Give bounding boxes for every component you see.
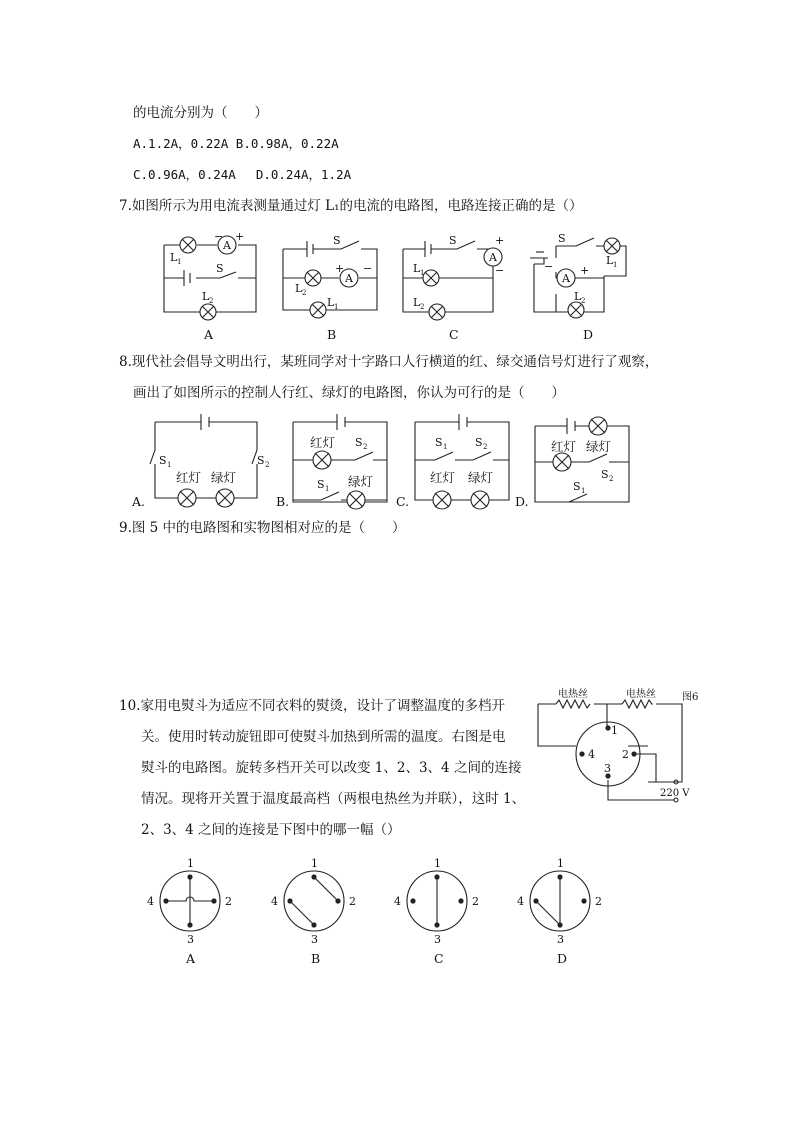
svg-text:1: 1 bbox=[311, 857, 318, 870]
q8-option-b: B. bbox=[276, 494, 290, 509]
svg-text:1: 1 bbox=[434, 857, 441, 870]
q10-option-c-diagram bbox=[392, 855, 482, 965]
q8-circuit-b bbox=[291, 412, 391, 507]
svg-text:2: 2 bbox=[581, 297, 586, 305]
svg-text:−: − bbox=[214, 230, 224, 243]
svg-text:L: L bbox=[202, 290, 210, 303]
svg-text:1: 1 bbox=[613, 261, 618, 269]
terminal-1: 1 bbox=[611, 724, 618, 737]
voltage-label: 220 V bbox=[660, 788, 690, 799]
q7-label-c: C bbox=[449, 327, 459, 342]
q8d-green-label: 绿灯 bbox=[586, 439, 612, 454]
svg-text:S: S bbox=[355, 436, 363, 449]
q10-option-d-diagram bbox=[515, 855, 605, 965]
svg-text:−: − bbox=[363, 262, 373, 275]
svg-text:S: S bbox=[216, 262, 224, 275]
q10-option-d: D bbox=[557, 951, 568, 966]
q7-circuit-c bbox=[401, 230, 511, 320]
q10-stem-line5: 2、3、4 之间的连接是下图中的哪一幅（） bbox=[141, 822, 401, 838]
q8-circuit-c bbox=[413, 412, 513, 507]
svg-text:A: A bbox=[562, 272, 570, 285]
terminal-4: 4 bbox=[588, 748, 595, 761]
svg-text:4: 4 bbox=[394, 895, 401, 908]
svg-text:S: S bbox=[159, 454, 167, 467]
svg-text:S: S bbox=[333, 234, 341, 247]
svg-text:1: 1 bbox=[167, 461, 172, 469]
svg-text:S: S bbox=[257, 454, 265, 467]
q8-option-d: D. bbox=[515, 494, 529, 509]
q10-stem-line4: 情况。现将开关置于温度最高档（两根电热丝为并联），这时 1、 bbox=[141, 791, 526, 807]
svg-text:A: A bbox=[223, 239, 231, 252]
svg-text:L: L bbox=[170, 251, 178, 264]
q8c-red-label: 红灯 bbox=[430, 470, 456, 485]
svg-text:1: 1 bbox=[187, 857, 194, 870]
svg-text:S: S bbox=[475, 436, 483, 449]
q10-option-b: B bbox=[311, 951, 321, 966]
q7-circuit-a bbox=[160, 230, 260, 320]
svg-text:L: L bbox=[574, 290, 582, 303]
q8-stem-line1: 8.现代社会倡导文明出行，某班同学对十字路口人行横道的红、绿交通信号灯进行了观察， bbox=[119, 354, 659, 370]
q7-label-d: D bbox=[583, 327, 594, 342]
q9-stem: 9.图 5 中的电路图和实物图相对应的是（ ） bbox=[119, 520, 406, 536]
svg-text:L: L bbox=[413, 262, 421, 275]
q8a-green-label: 绿灯 bbox=[211, 470, 237, 485]
q10-option-a: A bbox=[186, 951, 196, 966]
svg-text:3: 3 bbox=[557, 933, 564, 946]
svg-text:S: S bbox=[317, 478, 325, 491]
svg-text:+: + bbox=[335, 262, 345, 275]
q7-circuit-b bbox=[281, 230, 381, 320]
svg-text:2: 2 bbox=[363, 443, 368, 451]
svg-text:3: 3 bbox=[187, 933, 194, 946]
q7-circuit-d bbox=[524, 230, 634, 320]
q6-options-line1: A.1.2A，0.22A B.0.98A，0.22A bbox=[133, 136, 339, 151]
svg-text:−: − bbox=[544, 260, 554, 273]
svg-text:3: 3 bbox=[434, 933, 441, 946]
svg-text:S: S bbox=[435, 436, 443, 449]
svg-text:2: 2 bbox=[209, 297, 214, 305]
q8c-green-label: 绿灯 bbox=[468, 470, 494, 485]
q10-option-b-diagram bbox=[269, 855, 359, 965]
svg-text:A: A bbox=[489, 251, 497, 264]
svg-text:2: 2 bbox=[302, 289, 307, 297]
q10-option-c: C bbox=[434, 951, 444, 966]
svg-text:1: 1 bbox=[443, 443, 448, 451]
heater-label-1: 电热丝 bbox=[558, 689, 588, 700]
q7-label-b: B bbox=[327, 327, 337, 342]
svg-text:2: 2 bbox=[609, 475, 614, 483]
svg-text:2: 2 bbox=[420, 303, 425, 311]
q10-iron-circuit bbox=[536, 688, 706, 803]
svg-text:4: 4 bbox=[147, 895, 154, 908]
q10-option-a-diagram bbox=[145, 855, 235, 965]
svg-text:4: 4 bbox=[271, 895, 278, 908]
q7-label-a: A bbox=[204, 327, 214, 342]
svg-text:S: S bbox=[449, 234, 457, 247]
svg-text:1: 1 bbox=[334, 303, 339, 311]
q7-stem: 7.如图所示为用电流表测量通过灯 L₁的电流的电路图，电路连接正确的是（） bbox=[119, 198, 583, 214]
q8-stem-line2: 画出了如图所示的控制人行红、绿灯的电路图，你认为可行的是（ ） bbox=[133, 385, 565, 401]
svg-text:1: 1 bbox=[177, 258, 182, 266]
svg-text:S: S bbox=[601, 468, 609, 481]
fig-label: 图6 bbox=[682, 692, 699, 703]
svg-text:L: L bbox=[327, 296, 335, 309]
svg-text:4: 4 bbox=[517, 895, 524, 908]
q6-stem-end: 的电流分别为（ ） bbox=[133, 105, 268, 121]
svg-text:L: L bbox=[413, 296, 421, 309]
q8-circuit-a bbox=[147, 412, 272, 502]
q10-stem-line3: 熨斗的电路图。旋转多档开关可以改变 1、2、3、4 之间的连接 bbox=[141, 760, 522, 776]
svg-text:1: 1 bbox=[325, 485, 330, 493]
svg-text:L: L bbox=[295, 282, 303, 295]
svg-text:2: 2 bbox=[483, 443, 488, 451]
svg-text:2: 2 bbox=[265, 461, 270, 469]
svg-text:2: 2 bbox=[349, 895, 356, 908]
svg-text:1: 1 bbox=[581, 487, 586, 495]
q8b-red-label: 红灯 bbox=[310, 435, 336, 450]
q8-option-c: C. bbox=[396, 494, 410, 509]
q8a-red-label: 红灯 bbox=[176, 470, 202, 485]
q10-stem-line2: 关。使用时转动旋钮即可使熨斗加热到所需的温度。右图是电 bbox=[141, 729, 506, 745]
svg-text:S: S bbox=[573, 480, 581, 493]
svg-text:L: L bbox=[606, 254, 614, 267]
q8-circuit-d bbox=[533, 412, 638, 507]
svg-text:+: + bbox=[235, 230, 245, 243]
svg-text:3: 3 bbox=[311, 933, 318, 946]
svg-text:1: 1 bbox=[420, 269, 425, 277]
svg-text:S: S bbox=[558, 232, 566, 245]
q8d-red-label: 红灯 bbox=[551, 439, 577, 454]
svg-text:A: A bbox=[345, 272, 353, 285]
q8-option-a: A. bbox=[132, 494, 146, 509]
q6-options-line2: C.0.96A，0.24A D.0.24A，1.2A bbox=[133, 167, 352, 182]
terminal-3: 3 bbox=[604, 762, 611, 775]
heater-label-2: 电热丝 bbox=[626, 689, 656, 700]
svg-text:2: 2 bbox=[225, 895, 232, 908]
svg-text:+: + bbox=[495, 234, 505, 247]
q8b-green-label: 绿灯 bbox=[348, 474, 374, 489]
svg-text:−: − bbox=[495, 264, 505, 277]
svg-text:2: 2 bbox=[595, 895, 602, 908]
svg-text:+: + bbox=[580, 264, 590, 277]
svg-text:2: 2 bbox=[472, 895, 479, 908]
terminal-2: 2 bbox=[622, 748, 629, 761]
svg-text:1: 1 bbox=[557, 857, 564, 870]
q10-stem-line1: 10.家用电熨斗为适应不同衣料的熨烫，设计了调整温度的多档开 bbox=[119, 698, 505, 714]
